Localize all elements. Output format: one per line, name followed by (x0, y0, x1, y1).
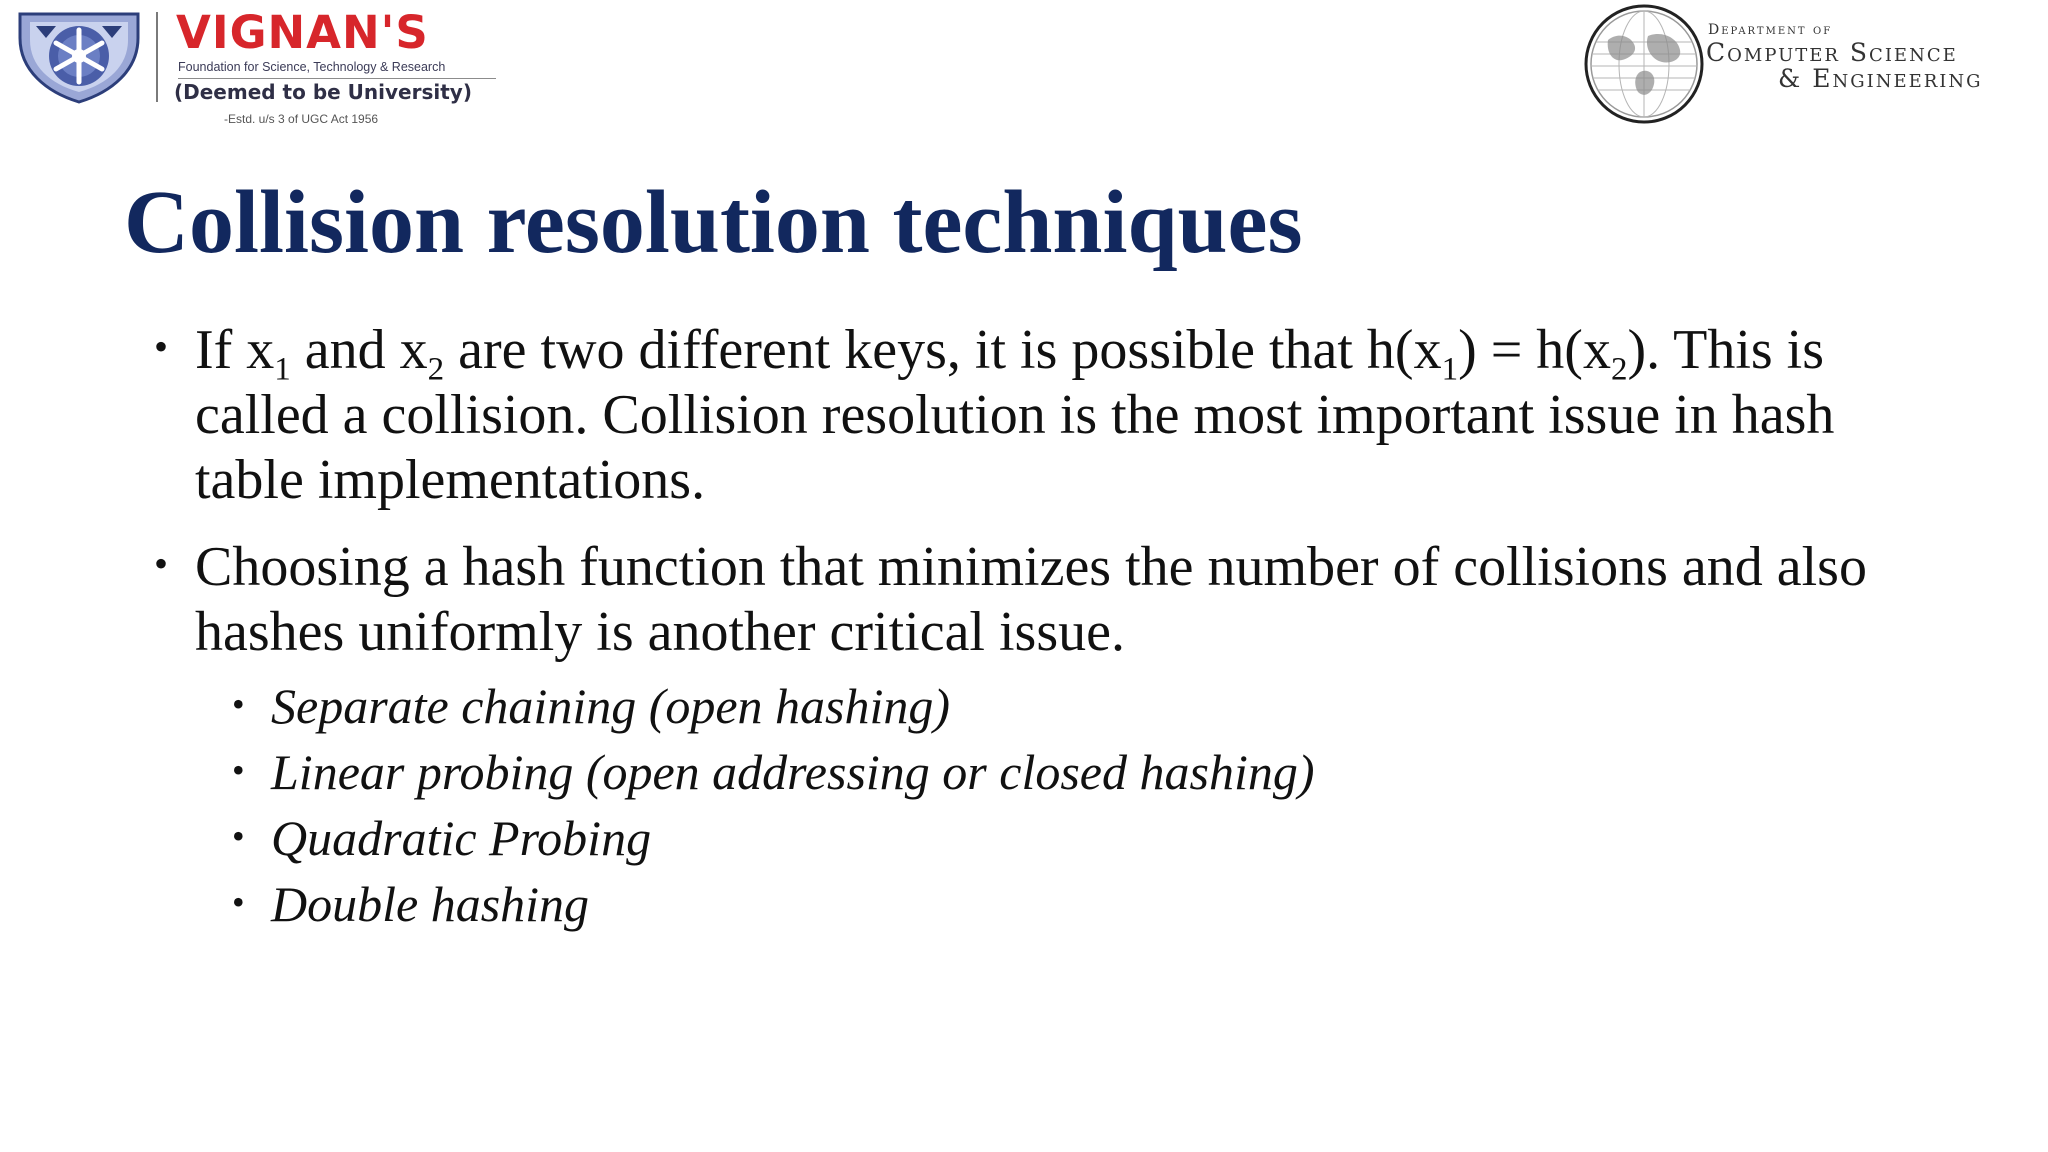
technique-label: Linear probing (open addressing or closed hashing) (271, 744, 1315, 800)
slide-title: Collision resolution techniques (124, 173, 1303, 272)
bullet-marker: • (154, 541, 169, 586)
bullet-collision-definition (152, 318, 1912, 513)
sub-bullet-marker: • (232, 816, 245, 856)
technique-label: Double hashing (271, 876, 590, 932)
bullet-hash-function-choice (152, 535, 1912, 665)
vignan-crest-icon (16, 8, 142, 104)
department-prefix: Department of (1708, 22, 1833, 38)
bullet-text-part: and x (290, 319, 428, 381)
sub-bullet-marker: • (232, 882, 245, 922)
institution-logo (16, 8, 496, 126)
sub-bullet-marker: • (232, 684, 245, 724)
department-name-line1: Computer Science (1706, 38, 1958, 67)
globe-icon (1582, 2, 1706, 126)
bullet-text-part: ). This is called a collision. Collision resolution is the most important issue in hash table implementations. (195, 319, 1835, 511)
technique-item-double-hashing (152, 871, 1912, 937)
department-name-line2: & Engineering (1778, 64, 1983, 93)
technique-item-quadratic-probing (152, 805, 1912, 871)
logo-divider (156, 12, 158, 102)
institution-deemed-status: (Deemed to be University) (174, 80, 472, 104)
institution-name: VIGNAN'S (176, 6, 429, 59)
bullet-text-part: ) = h(x (1458, 319, 1611, 381)
subscript: 1 (274, 351, 291, 388)
institution-rule (178, 78, 496, 79)
technique-item-linear-probing (152, 739, 1912, 805)
institution-tagline: Foundation for Science, Technology & Research (178, 60, 446, 74)
bullet-text-part: are two different keys, it is possible that h(x (444, 319, 1442, 381)
bullet-text-part: If x (195, 319, 275, 381)
technique-group (152, 673, 1912, 937)
subscript: 2 (427, 351, 445, 388)
subscript: 2 (1610, 351, 1628, 388)
technique-list (152, 673, 1912, 937)
bullet-marker: • (154, 324, 169, 369)
institution-established: -Estd. u/s 3 of UGC Act 1956 (224, 112, 379, 126)
department-logo (1578, 2, 2044, 128)
bullet-text: Choosing a hash function that minimizes the number of collisions and also hashes uniformly is another critical issue. (195, 536, 1867, 663)
subscript: 1 (1441, 351, 1459, 388)
bullet-list (152, 318, 1912, 937)
technique-label: Separate chaining (open hashing) (271, 678, 951, 734)
technique-label: Quadratic Probing (271, 810, 652, 866)
sub-bullet-marker: • (232, 750, 245, 790)
technique-item-separate-chaining (152, 673, 1912, 739)
